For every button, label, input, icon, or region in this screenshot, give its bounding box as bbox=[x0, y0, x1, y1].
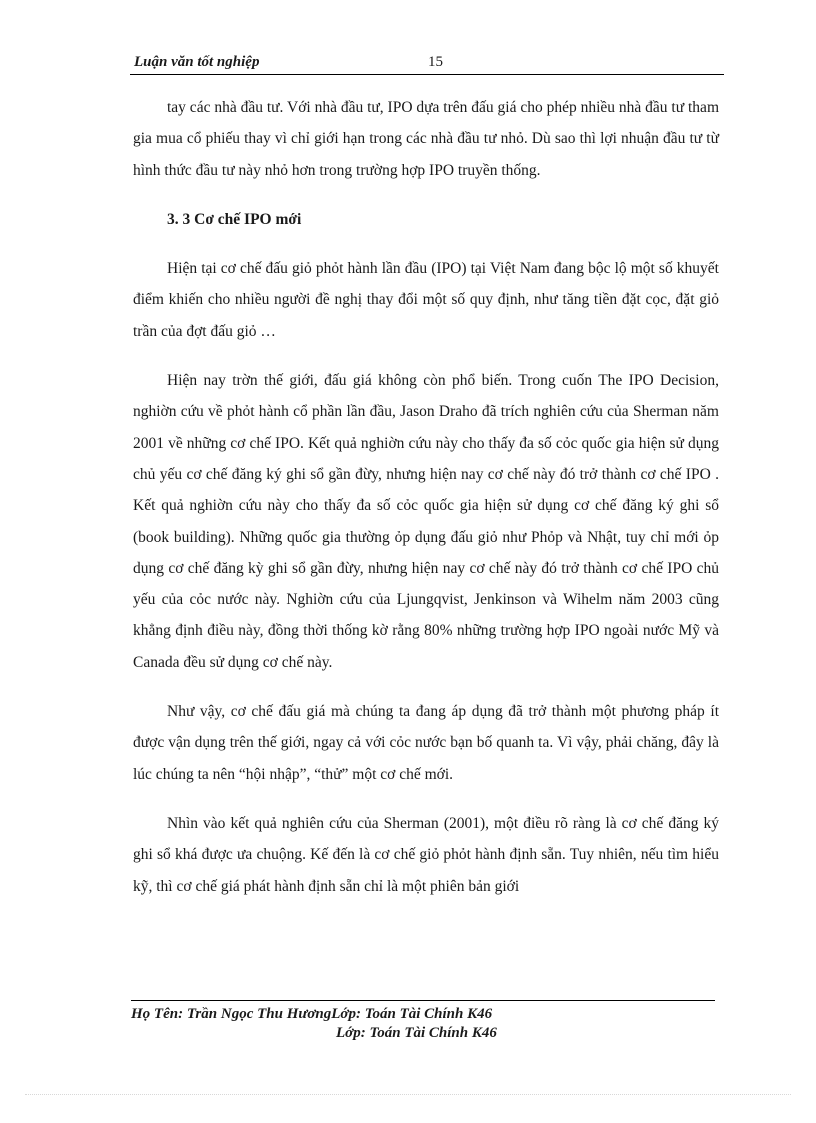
paragraph-continued: tay các nhà đầu tư. Với nhà đầu tư, IPO dựa trên đấu giá cho phép nhiều nhà đầu tư tham gia mua cổ phiếu thay vì chỉ giới hạn trong các nhà đầu tư nhỏ. Dù sao thì lợi nhuận đầu tư từ hình thức đầu tư này nhỏ hơn trong trường hợp IPO truyền thống. bbox=[133, 99, 719, 179]
footer-class: Lớp: Toán Tài Chính K46 bbox=[336, 1025, 497, 1041]
paragraph: Nhìn vào kết quả nghiên cứu của Sherman (2001), một điều rõ ràng là cơ chế đăng ký ghi sổ khá được ưa chuộng. Kế đến là cơ chế giỏ phỏt hành định sẵn. Tuy nhiên, nếu tìm hiểu kỹ, thì cơ chế giá phát hành định sẵn chỉ là một phiên bản giới bbox=[133, 814, 719, 895]
document-body bbox=[133, 92, 719, 920]
footer-divider bbox=[131, 1000, 715, 1001]
header-title: Luận văn tốt nghiệp bbox=[134, 54, 260, 70]
page-bottom-edge bbox=[25, 1094, 791, 1095]
footer-author: Họ Tên: Trần Ngọc Thu HươngLớp: Toán Tài Chính K46 bbox=[131, 1006, 493, 1022]
paragraph: Như vậy, cơ chế đấu giá mà chúng ta đang áp dụng đã trở thành một phương pháp ít được vận dụng trên thế giới, ngay cả với cỏc nước bạn bố quanh ta. Vì vậy, phải chăng, đây là lúc chúng ta nên “hội nhập”, “thử” một cơ chế mới. bbox=[133, 703, 719, 783]
paragraph: Hiện nay trờn thế giới, đấu giá không còn phổ biến. Trong cuốn The IPO Decision, nghiờn cứu về phỏt hành cổ phần lần đầu, Jason Draho đã trích nghiên cứu của Sherman năm 2001 về những cơ chế IPO. Kết quả nghiờn cứu này cho thấy đa số cỏc quốc gia hiện sử dụng chủ yếu cơ chế đăng ký ghi sổ gần đừy, nhưng hiện nay cơ chế này đó trở thành cơ chế IPO . Kết quả nghiờn cứu này cho thấy đa số cỏc quốc gia hiện sử dụng cơ chế đăng ký ghi sổ (book building). Những quốc gia thường ỏp dụng đấu giỏ như Phỏp và Nhật, tuy chỉ mới ỏp dụng cơ chế đăng kỳ ghi sổ gần đừy, nhưng hiện nay cơ chế này đó trở thành cơ chế IPO chủ yếu của cỏc nước này. Nghiờn cứu của Ljungqvist, Jenkinson và Wihelm năm 2003 cũng khẳng định điều này, đồng thời thống kờ rằng 80% những trường hợp IPO ngoài nước Mỹ và Canada đều sử dụng cơ chế này. bbox=[133, 372, 719, 671]
paragraph: Hiện tại cơ chế đấu giỏ phỏt hành lần đầu (IPO) tại Việt Nam đang bộc lộ một số khuyết điểm khiến cho nhiều người đề nghị thay đổi một số quy định, như tăng tiền đặt cọc, đặt giỏ trần của đợt đấu giỏ … bbox=[133, 260, 719, 340]
page-number: 15 bbox=[428, 54, 443, 70]
page-header bbox=[130, 52, 724, 75]
section-heading: 3. 3 Cơ chế IPO mới bbox=[167, 210, 302, 228]
